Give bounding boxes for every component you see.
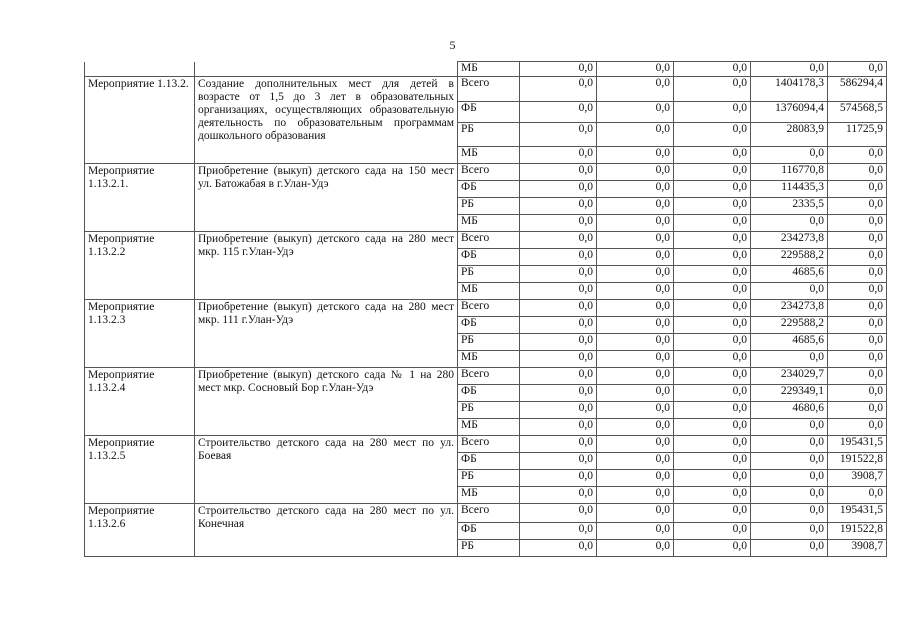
value-cell: 0,0 <box>597 77 674 102</box>
value-cell: 0,0 <box>828 164 887 181</box>
value-cell: 0,0 <box>597 334 674 351</box>
value-cell: 574568,5 <box>828 102 887 123</box>
value-cell: 0,0 <box>520 523 597 540</box>
value-cell: 0,0 <box>520 283 597 300</box>
value-cell: 0,0 <box>828 198 887 215</box>
value-cell: 0,0 <box>828 249 887 266</box>
value-cell: 0,0 <box>751 419 828 436</box>
value-cell: 0,0 <box>751 283 828 300</box>
value-cell: 0,0 <box>751 215 828 232</box>
value-cell: 0,0 <box>674 266 751 283</box>
value-cell: 234273,8 <box>751 232 828 249</box>
value-cell: 0,0 <box>674 62 751 77</box>
value-cell: 114435,3 <box>751 181 828 198</box>
value-cell: 0,0 <box>674 198 751 215</box>
value-cell: 0,0 <box>520 215 597 232</box>
value-cell: 0,0 <box>751 453 828 470</box>
value-cell: 195431,5 <box>828 436 887 453</box>
value-cell: 0,0 <box>751 436 828 453</box>
value-cell: 0,0 <box>597 385 674 402</box>
value-cell: 0,0 <box>674 540 751 557</box>
value-cell: 0,0 <box>597 540 674 557</box>
value-cell: 0,0 <box>674 181 751 198</box>
value-cell: 0,0 <box>674 147 751 164</box>
source-cell: ФБ <box>458 102 520 123</box>
value-cell: 0,0 <box>828 215 887 232</box>
value-cell: 0,0 <box>520 540 597 557</box>
value-cell: 229588,2 <box>751 249 828 266</box>
value-cell: 1376094,4 <box>751 102 828 123</box>
source-cell: РБ <box>458 334 520 351</box>
source-cell: ФБ <box>458 317 520 334</box>
value-cell: 0,0 <box>674 232 751 249</box>
value-cell: 0,0 <box>597 249 674 266</box>
table-row <box>85 232 887 249</box>
value-cell: 0,0 <box>520 436 597 453</box>
value-cell: 0,0 <box>597 470 674 487</box>
table-row <box>85 164 887 181</box>
value-cell: 0,0 <box>674 164 751 181</box>
value-cell: 0,0 <box>674 402 751 419</box>
table-row <box>85 77 887 102</box>
value-cell: 234029,7 <box>751 368 828 385</box>
value-cell: 0,0 <box>597 317 674 334</box>
description-cell: Строительство детского сада на 280 мест по ул. Боевая <box>195 436 458 504</box>
value-cell: 0,0 <box>828 402 887 419</box>
value-cell: 0,0 <box>520 402 597 419</box>
value-cell: 0,0 <box>751 487 828 504</box>
value-cell: 0,0 <box>674 283 751 300</box>
value-cell: 0,0 <box>520 487 597 504</box>
source-cell: РБ <box>458 266 520 283</box>
value-cell: 3908,7 <box>828 470 887 487</box>
event-cell <box>85 62 195 77</box>
value-cell: 0,0 <box>597 62 674 77</box>
source-cell: Всего <box>458 436 520 453</box>
value-cell: 3908,7 <box>828 540 887 557</box>
table-row <box>85 436 887 453</box>
description-cell: Создание дополнительных мест для детей в возрасте от 1,5 до 3 лет в образовательных организациях, осуществляющих образовательную деятельность по образовательным программам дошкольного образования <box>195 77 458 164</box>
value-cell: 0,0 <box>751 523 828 540</box>
source-cell: ФБ <box>458 453 520 470</box>
event-cell: Мероприятие 1.13.2. <box>85 77 195 164</box>
value-cell: 0,0 <box>751 351 828 368</box>
table-row <box>85 504 887 523</box>
value-cell: 0,0 <box>597 102 674 123</box>
value-cell: 0,0 <box>520 470 597 487</box>
value-cell: 191522,8 <box>828 453 887 470</box>
description-cell: Приобретение (выкуп) детского сада на 150 мест ул. Батожабая в г.Улан-Удэ <box>195 164 458 232</box>
value-cell: 0,0 <box>674 249 751 266</box>
value-cell: 0,0 <box>674 102 751 123</box>
value-cell: 0,0 <box>828 385 887 402</box>
value-cell: 0,0 <box>597 453 674 470</box>
description-cell: Приобретение (выкуп) детского сада на 280 мест мкр. 115 г.Улан-Удэ <box>195 232 458 300</box>
value-cell: 0,0 <box>597 402 674 419</box>
value-cell: 116770,8 <box>751 164 828 181</box>
page-number: 5 <box>449 38 456 52</box>
value-cell: 11725,9 <box>828 123 887 147</box>
source-cell: МБ <box>458 487 520 504</box>
value-cell: 0,0 <box>751 470 828 487</box>
source-cell: ФБ <box>458 181 520 198</box>
value-cell: 586294,4 <box>828 77 887 102</box>
value-cell: 28083,9 <box>751 123 828 147</box>
value-cell: 0,0 <box>828 419 887 436</box>
event-cell: Мероприятие 1.13.2.6 <box>85 504 195 557</box>
value-cell: 0,0 <box>597 283 674 300</box>
event-cell: Мероприятие 1.13.2.5 <box>85 436 195 504</box>
value-cell: 0,0 <box>520 102 597 123</box>
value-cell: 1404178,3 <box>751 77 828 102</box>
value-cell: 0,0 <box>520 232 597 249</box>
value-cell: 0,0 <box>520 249 597 266</box>
source-cell: МБ <box>458 351 520 368</box>
description-cell: Строительство детского сада на 280 мест по ул. Конечная <box>195 504 458 557</box>
source-cell: Всего <box>458 504 520 523</box>
value-cell: 0,0 <box>828 487 887 504</box>
value-cell: 0,0 <box>674 419 751 436</box>
value-cell: 0,0 <box>520 385 597 402</box>
value-cell: 0,0 <box>520 419 597 436</box>
value-cell: 0,0 <box>828 232 887 249</box>
source-cell: Всего <box>458 164 520 181</box>
value-cell: 0,0 <box>597 266 674 283</box>
value-cell: 4685,6 <box>751 334 828 351</box>
value-cell: 0,0 <box>597 232 674 249</box>
description-cell: Приобретение (выкуп) детского сада № 1 на 280 мест мкр. Сосновый Бор г.Улан-Удэ <box>195 368 458 436</box>
value-cell: 229349,1 <box>751 385 828 402</box>
value-cell: 0,0 <box>828 266 887 283</box>
value-cell: 195431,5 <box>828 504 887 523</box>
value-cell: 0,0 <box>674 470 751 487</box>
value-cell: 0,0 <box>828 147 887 164</box>
value-cell: 0,0 <box>828 334 887 351</box>
value-cell: 0,0 <box>520 351 597 368</box>
table-row <box>85 62 887 77</box>
source-cell: ФБ <box>458 523 520 540</box>
value-cell: 4680,6 <box>751 402 828 419</box>
source-cell: РБ <box>458 540 520 557</box>
value-cell: 0,0 <box>674 317 751 334</box>
value-cell: 0,0 <box>828 181 887 198</box>
budget-table-body <box>85 62 887 557</box>
source-cell: МБ <box>458 62 520 77</box>
value-cell: 0,0 <box>520 266 597 283</box>
value-cell: 0,0 <box>674 334 751 351</box>
value-cell: 0,0 <box>674 123 751 147</box>
event-cell: Мероприятие 1.13.2.4 <box>85 368 195 436</box>
source-cell: Всего <box>458 77 520 102</box>
source-cell: Всего <box>458 300 520 317</box>
value-cell: 0,0 <box>674 385 751 402</box>
value-cell: 0,0 <box>520 368 597 385</box>
value-cell: 0,0 <box>597 181 674 198</box>
value-cell: 0,0 <box>674 436 751 453</box>
value-cell: 0,0 <box>520 62 597 77</box>
description-cell <box>195 62 458 77</box>
value-cell: 0,0 <box>597 198 674 215</box>
value-cell: 0,0 <box>597 215 674 232</box>
value-cell: 0,0 <box>520 77 597 102</box>
value-cell: 0,0 <box>520 504 597 523</box>
value-cell: 0,0 <box>751 504 828 523</box>
value-cell: 0,0 <box>674 215 751 232</box>
value-cell: 229588,2 <box>751 317 828 334</box>
source-cell: РБ <box>458 470 520 487</box>
source-cell: МБ <box>458 419 520 436</box>
source-cell: МБ <box>458 147 520 164</box>
value-cell: 0,0 <box>674 504 751 523</box>
value-cell: 0,0 <box>751 540 828 557</box>
value-cell: 0,0 <box>520 317 597 334</box>
event-cell: Мероприятие 1.13.2.1. <box>85 164 195 232</box>
value-cell: 0,0 <box>520 453 597 470</box>
value-cell: 0,0 <box>597 300 674 317</box>
value-cell: 0,0 <box>597 436 674 453</box>
value-cell: 0,0 <box>520 181 597 198</box>
source-cell: МБ <box>458 283 520 300</box>
value-cell: 0,0 <box>597 147 674 164</box>
value-cell: 0,0 <box>597 164 674 181</box>
value-cell: 0,0 <box>828 283 887 300</box>
value-cell: 0,0 <box>828 351 887 368</box>
value-cell: 191522,8 <box>828 523 887 540</box>
value-cell: 0,0 <box>828 300 887 317</box>
budget-table <box>84 61 887 557</box>
value-cell: 0,0 <box>597 123 674 147</box>
value-cell: 0,0 <box>597 523 674 540</box>
value-cell: 0,0 <box>597 419 674 436</box>
event-cell: Мероприятие 1.13.2.2 <box>85 232 195 300</box>
value-cell: 0,0 <box>520 123 597 147</box>
value-cell: 0,0 <box>520 164 597 181</box>
source-cell: ФБ <box>458 385 520 402</box>
source-cell: РБ <box>458 123 520 147</box>
table-row <box>85 300 887 317</box>
value-cell: 0,0 <box>828 317 887 334</box>
value-cell: 0,0 <box>674 487 751 504</box>
source-cell: ФБ <box>458 249 520 266</box>
source-cell: РБ <box>458 198 520 215</box>
value-cell: 0,0 <box>751 147 828 164</box>
source-cell: РБ <box>458 402 520 419</box>
value-cell: 0,0 <box>520 147 597 164</box>
table-row <box>85 368 887 385</box>
value-cell: 0,0 <box>674 453 751 470</box>
value-cell: 0,0 <box>674 523 751 540</box>
source-cell: Всего <box>458 368 520 385</box>
value-cell: 0,0 <box>674 351 751 368</box>
value-cell: 0,0 <box>828 62 887 77</box>
value-cell: 0,0 <box>597 368 674 385</box>
value-cell: 0,0 <box>597 504 674 523</box>
value-cell: 0,0 <box>674 368 751 385</box>
source-cell: Всего <box>458 232 520 249</box>
value-cell: 0,0 <box>597 351 674 368</box>
value-cell: 0,0 <box>520 198 597 215</box>
value-cell: 234273,8 <box>751 300 828 317</box>
value-cell: 0,0 <box>520 300 597 317</box>
description-cell: Приобретение (выкуп) детского сада на 280 мест мкр. 111 г.Улан-Удэ <box>195 300 458 368</box>
value-cell: 0,0 <box>674 77 751 102</box>
value-cell: 0,0 <box>597 487 674 504</box>
event-cell: Мероприятие 1.13.2.3 <box>85 300 195 368</box>
value-cell: 4685,6 <box>751 266 828 283</box>
value-cell: 0,0 <box>828 368 887 385</box>
value-cell: 0,0 <box>674 300 751 317</box>
value-cell: 0,0 <box>520 334 597 351</box>
value-cell: 0,0 <box>751 62 828 77</box>
source-cell: МБ <box>458 215 520 232</box>
value-cell: 2335,5 <box>751 198 828 215</box>
